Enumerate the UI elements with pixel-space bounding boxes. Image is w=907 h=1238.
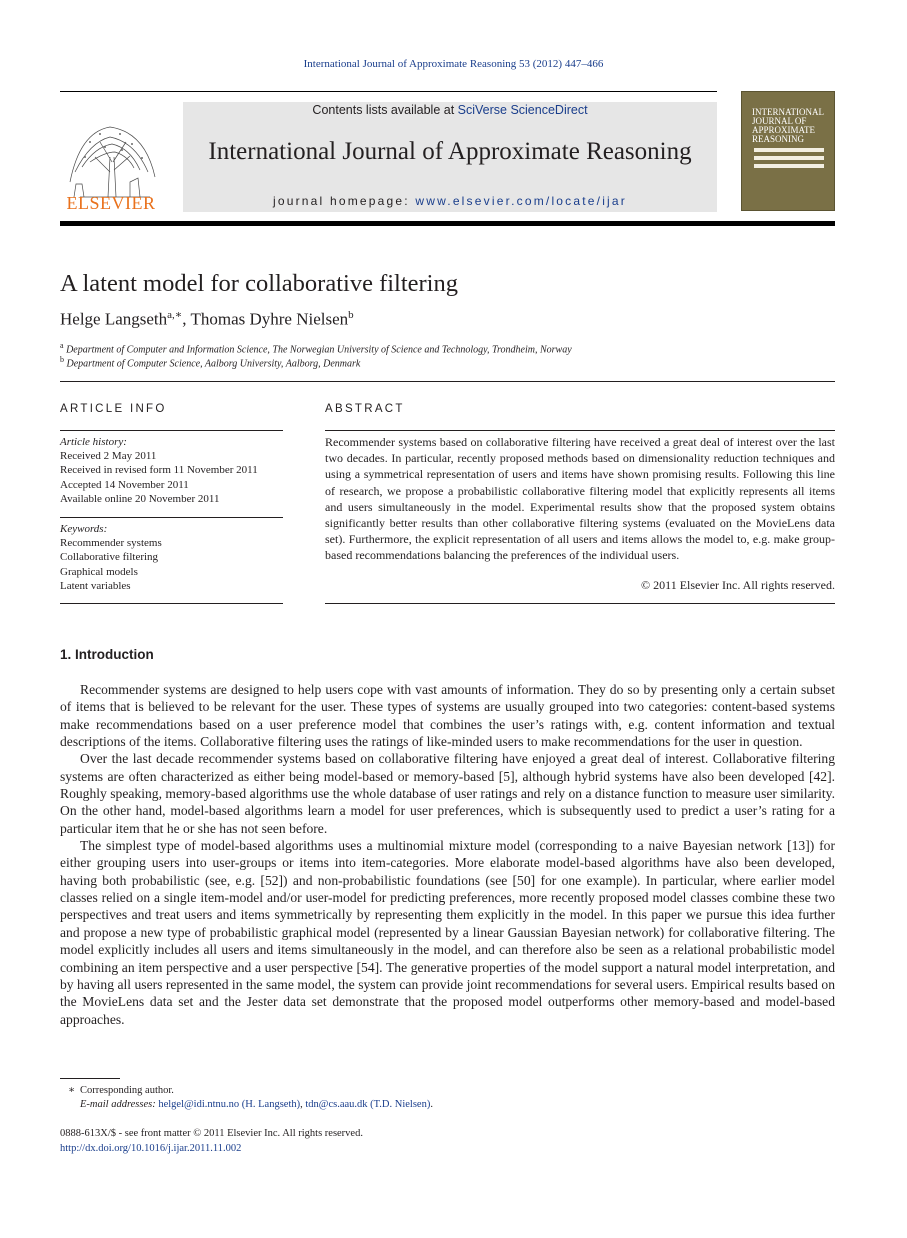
- corresponding-author-note: Corresponding author.: [80, 1085, 174, 1096]
- sciencedirect-link[interactable]: SciVerse ScienceDirect: [457, 103, 588, 117]
- abstract-body: Recommender systems based on collaborative filtering have received a great deal of interest over the last two decades. In particular, recently proposed methods based on dimensionality reduction techniques and using a symmetrical representation of users and items have shown promising results. Following this line of research, we propose a probabilistic collaborative filtering model that explicitly represents all items and users simultaneously in the model. Experimental results show that the proposed system obtains significantly better results than other collaborative filtering systems (evaluated on the MovieLens data set). Furthermore, the explicit representation of all users and items allows the model to, e.g. make group-based recommendations balancing the preferences of the individual users.: [325, 435, 835, 563]
- journal-citation-link[interactable]: International Journal of Approximate Reasoning 53 (2012) 447–466: [303, 58, 604, 70]
- keyword-item: Collaborative filtering: [60, 551, 159, 564]
- journal-homepage-line: [183, 194, 717, 208]
- paper-title: A latent model for collaborative filtering: [60, 270, 458, 297]
- affiliation-mark: b: [60, 355, 64, 364]
- author-affiliation-mark[interactable]: b: [348, 309, 354, 321]
- body-paragraph: Recommender systems are designed to help users cope with vast amounts of information. They do so by presenting only a certain subset of items that is believed to be relevant for the user. These types of systems are usually grouped into two categories: content-based systems make recommendations based on a user preference model that combines the user’s ratings with, e.g. content information and textual descriptions of the items. Collaborative filtering uses the ratings of like-minded users to make recommendations for the user in question.: [60, 682, 835, 750]
- affiliation-mark: a: [60, 341, 64, 350]
- author-name: Thomas Dyhre Nielsen: [190, 309, 349, 329]
- article-history: [60, 435, 283, 506]
- keyword-item: Recommender systems: [60, 537, 162, 550]
- abstract-copyright: © 2011 Elsevier Inc. All rights reserved.: [641, 578, 835, 592]
- affiliation-text: Department of Computer and Information Science, The Norwegian University of Science and Technology, Trondheim, Norway: [66, 344, 572, 356]
- article-info-heading: ARTICLE INFO: [60, 403, 167, 415]
- cover-title: INTERNATIONAL JOURNAL OF APPROXIMATE REASONING: [752, 107, 824, 144]
- email-label: E-mail addresses:: [80, 1099, 156, 1110]
- doi-link[interactable]: http://dx.doi.org/10.1016/j.ijar.2011.11.002: [60, 1143, 242, 1154]
- keywords-block: [60, 522, 283, 593]
- author-name: Helge Langseth: [60, 309, 168, 329]
- affiliation-text: Department of Computer Science, Aalborg University, Aalborg, Denmark: [66, 358, 361, 370]
- email-separator: ,: [300, 1099, 306, 1110]
- cover-stripe: [754, 148, 824, 152]
- history-item: Received 2 May 2011: [60, 450, 157, 463]
- footnote-star: ∗: [68, 1085, 76, 1096]
- abstract-heading: ABSTRACT: [325, 403, 405, 415]
- keywords-label: Keywords:: [60, 523, 108, 535]
- history-item: Available online 20 November 2011: [60, 492, 220, 505]
- header-bottom-rule: [60, 221, 835, 226]
- contents-available-line: [183, 103, 717, 117]
- footnote-rule: [60, 1078, 120, 1079]
- article-info-bottom-rule: [60, 603, 283, 604]
- keyword-item: Latent variables: [60, 579, 131, 592]
- author-list: Helge Langseth$^{a,∗}$, Thomas Dyhre Nielsen$^b$: [60, 309, 354, 329]
- homepage-label: journal homepage:: [273, 194, 416, 208]
- title-divider: [60, 381, 835, 382]
- email-addresses: [80, 1099, 433, 1110]
- email-end: .: [430, 1099, 433, 1110]
- publisher-wordmark: ELSEVIER: [66, 193, 156, 213]
- email-link-nielsen[interactable]: tdn@cs.aau.dk (T.D. Nielsen): [305, 1099, 431, 1110]
- body-paragraph: Over the last decade recommender systems based on collaborative filtering have enjoyed a great deal of interest. Collaborative filtering systems are often characterized as either being model-based or memory-based [5], although hybrid systems have also been developed [42]. Roughly speaking, memory-based algorithms use the whole database of user ratings and rely on a distance function to measure user similarity. On the other hand, model-based algorithms learn a model for user preferences, which is subsequently used to predict a user’s rating for a particular item that he or she has not seen before.: [60, 751, 835, 836]
- article-info-rule: [60, 430, 283, 431]
- body-paragraph: The simplest type of model-based algorithms uses a multinomial mixture model (corresponding to a naive Bayesian network [13]) for either grouping users into user-groups or items into item-categories. More elaborate model-based algorithms have also been developed, having both probabilistic (see, e.g. [52]) and non-probabilistic foundations (see [50] for one example). In particular, where earlier model classes relied on a single item-model and/or user-model for predicting preferences, more recently proposed model classes combine these two perspectives and treat users and items symmetrically by representing them explicitly in the model. In this paper we pursue this idea further and propose a new type of probabilistic graphical model (represented by a linear Gaussian Bayesian network) for collaborative filtering. The model explicitly includes all users and items simultaneously in the model, and can therefore also be seen as a relational probabilistic model combining an item perspective and a user perspective [54]. The generative properties of the model support a natural model interpretation, and by having all users represented in the same model, the system can provide joint recommendations for several users. Empirical results based on the MovieLens data set and the Jester data set demonstrate that the proposed model outperforms other memory-based and model-based approaches.: [60, 838, 835, 1027]
- issn-line: 0888-613X/$ - see front matter © 2011 Elsevier Inc. All rights reserved.: [60, 1128, 363, 1139]
- affiliation-a: [60, 341, 572, 355]
- header-top-rule: [60, 91, 717, 92]
- affiliation-b: [60, 355, 360, 369]
- history-item: Received in revised form 11 November 2011: [60, 464, 258, 477]
- cover-stripe: [754, 156, 824, 160]
- author-affiliation-mark[interactable]: a,∗: [167, 309, 183, 321]
- keyword-item: Graphical models: [60, 565, 138, 578]
- history-item: Accepted 14 November 2011: [60, 478, 189, 491]
- contents-prefix: Contents lists available at: [312, 103, 458, 117]
- history-label: Article history:: [60, 436, 127, 448]
- journal-homepage-link[interactable]: www.elsevier.com/locate/ijar: [415, 194, 627, 208]
- email-link-langseth[interactable]: helgel@idi.ntnu.no (H. Langseth): [158, 1099, 301, 1110]
- keywords-rule: [60, 517, 283, 518]
- journal-name: International Journal of Approximate Reasoning: [208, 138, 692, 165]
- abstract-rule: [325, 430, 835, 431]
- cover-stripe: [754, 164, 824, 168]
- section-heading-introduction: 1. Introduction: [60, 647, 154, 662]
- journal-cover-thumbnail[interactable]: [741, 91, 835, 211]
- introduction-body: [60, 681, 835, 1028]
- abstract-bottom-rule: [325, 603, 835, 604]
